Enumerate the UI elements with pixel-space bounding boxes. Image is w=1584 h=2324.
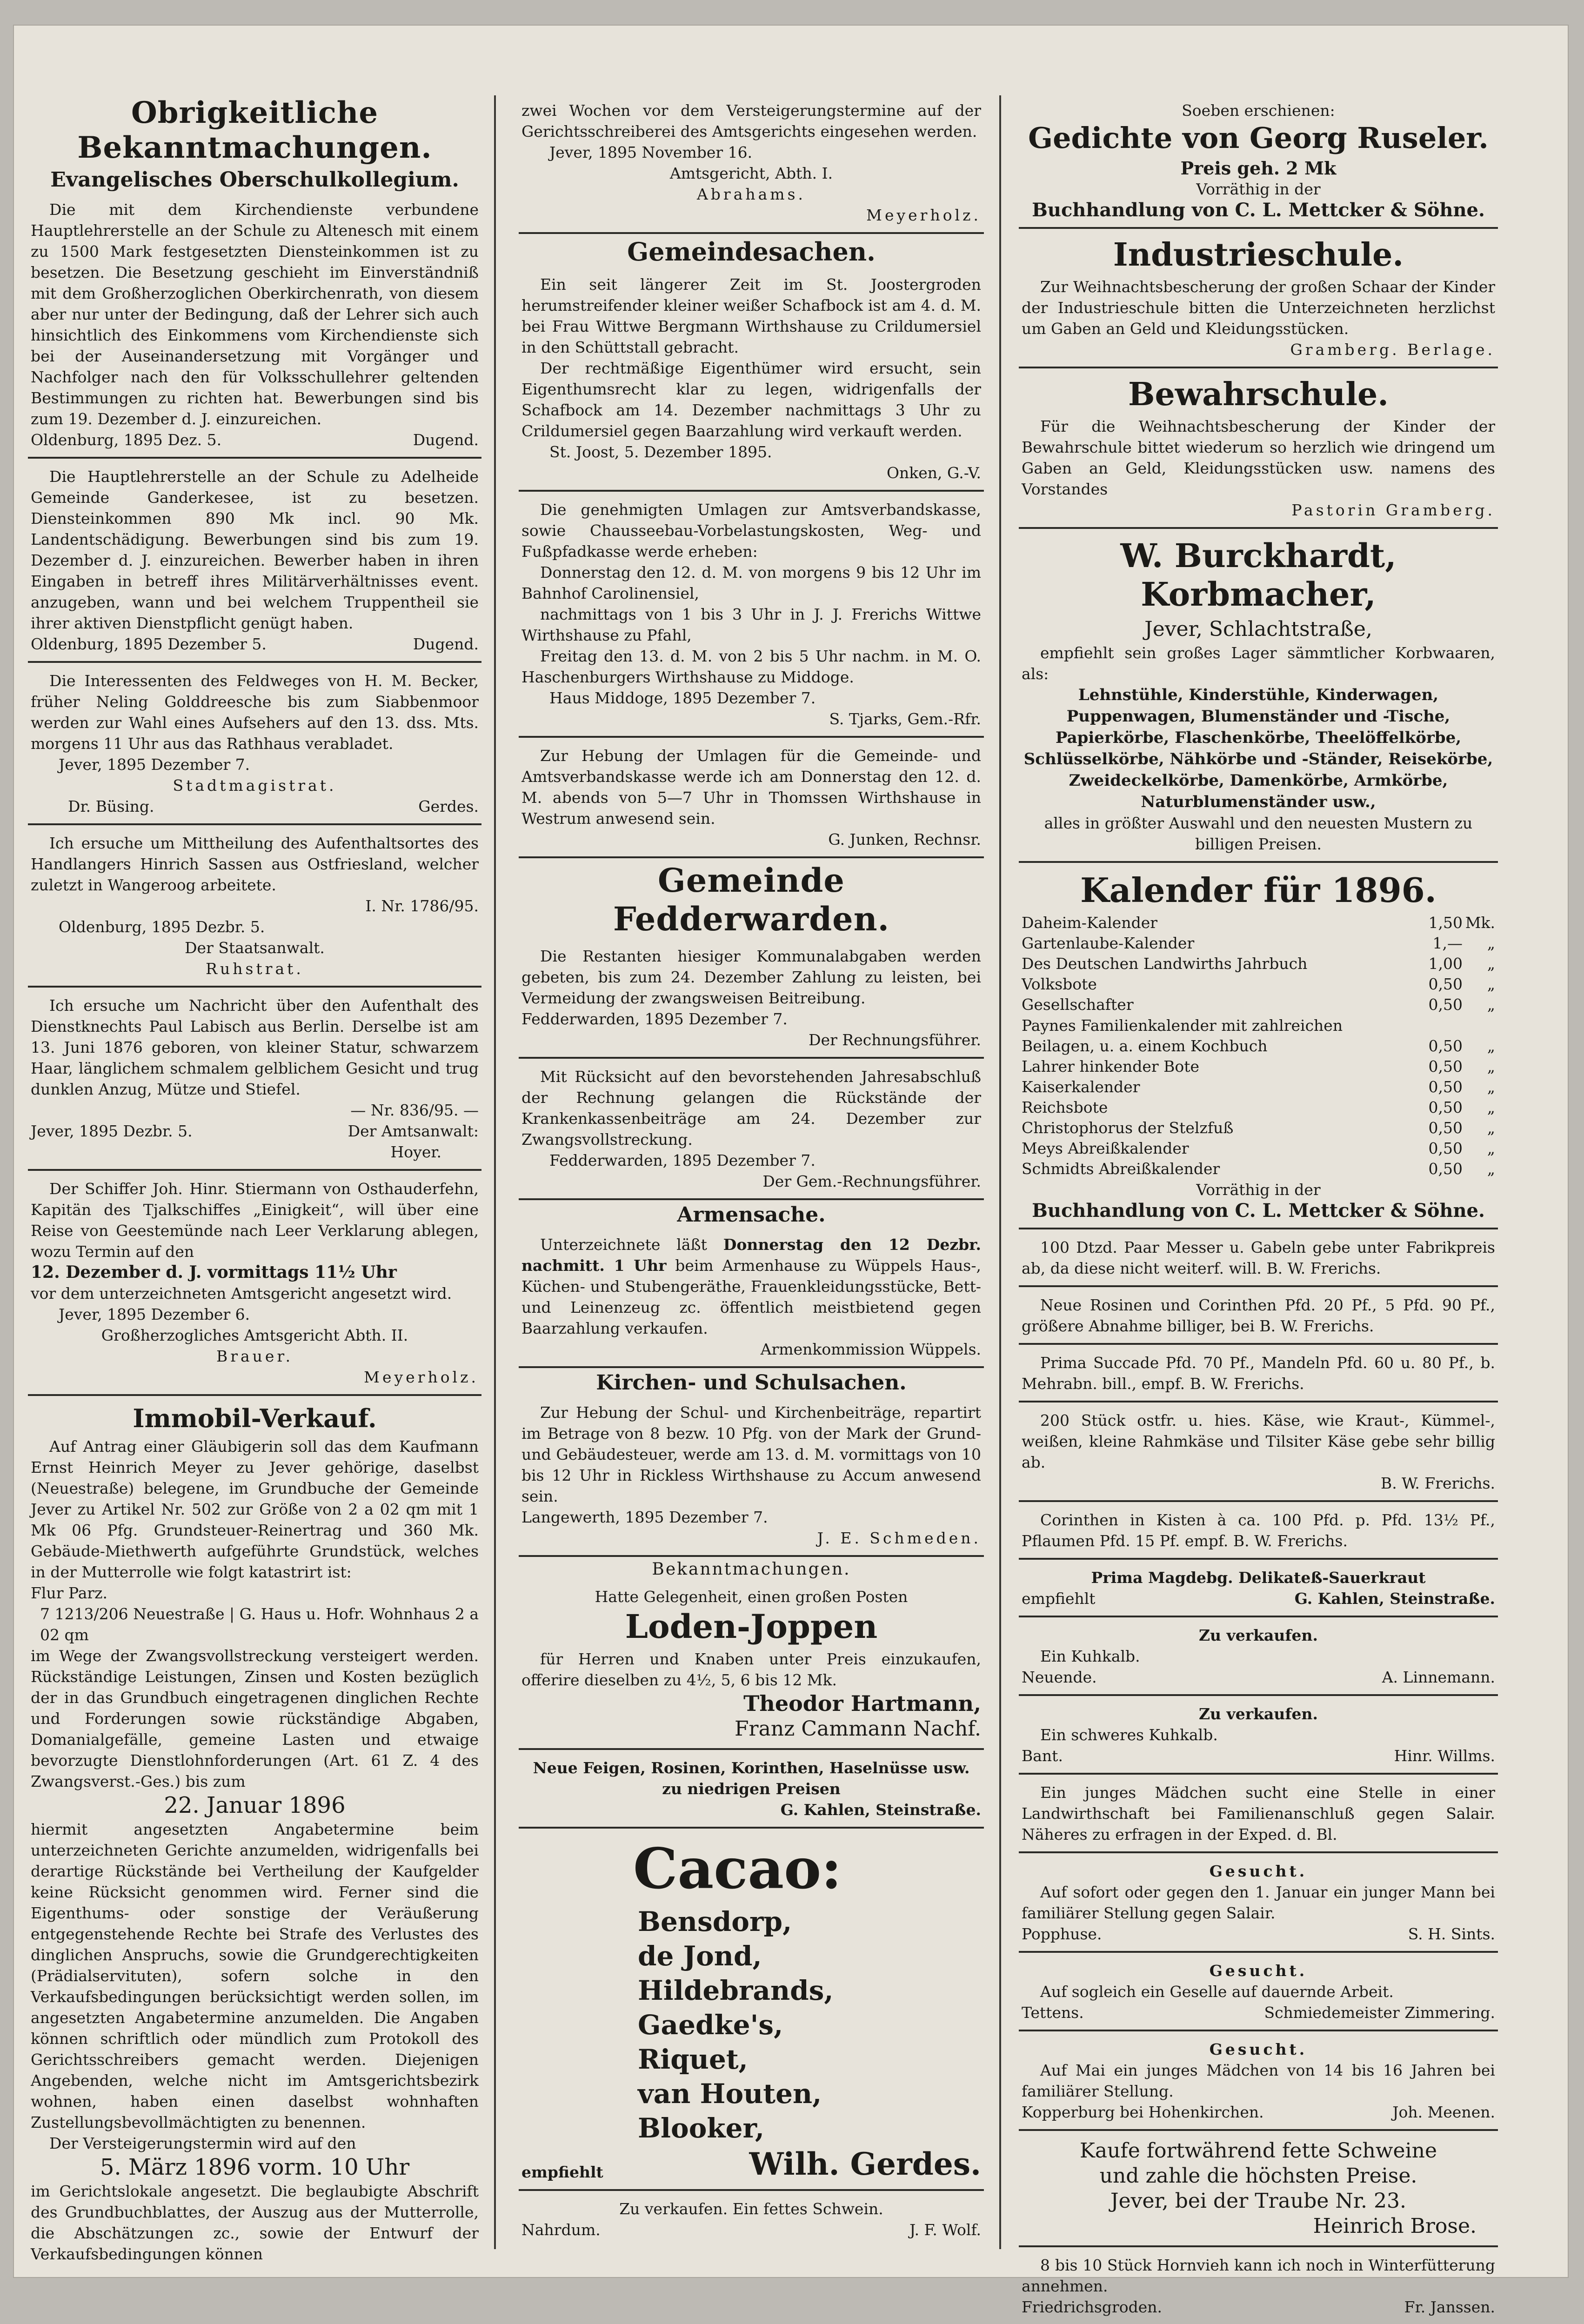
notice-signature: Armenkommission Wüppels. — [760, 1340, 981, 1358]
advert-text: Ein junges Mädchen sucht eine Stelle in einer Landwirthschaft bei Familienanschluß gegen Salair. Näheres zu erfragen in der Exped. d. Bl. — [1022, 1783, 1495, 1843]
notice-signature: Der Gem.-Rechnungsführer. — [762, 1172, 981, 1190]
advert-signature: Fr. Janssen. — [1404, 2298, 1495, 2316]
advert-text: Vorräthig in der — [1196, 180, 1321, 198]
calendar-list — [1022, 913, 1495, 1015]
advert-schwein — [519, 2194, 984, 2247]
notice-office: Amtsgericht, Abth. I. — [669, 164, 833, 182]
advert-text: für Herren und Knaben unter Preis einzukaufen, offerire dieselben zu 4½, 5, 6 bis 12 Mk. — [521, 1650, 981, 1689]
notice — [28, 666, 481, 825]
advert-shop: Buchhandlung von C. L. Mettcker & Söhne. — [1032, 199, 1485, 221]
calendar-item-name: Des Deutschen Landwirths Jahrbuch — [1022, 955, 1308, 973]
calendar-item-unit: „ — [1487, 1160, 1495, 1178]
notice — [519, 1229, 984, 1368]
advert-text: Hatte Gelegenheit, einen großen Posten — [595, 1588, 908, 1606]
advert-title: Loden-Joppen — [625, 1607, 878, 1646]
advert-text: Kaufe fortwährend fette Schweine — [1079, 2139, 1437, 2163]
advert-text: Zur Weihnachtsbescherung der großen Schaar der Kinder der Industrieschule bitten die Unterzeichneten herzlichst um Gaben an Geld und Kleidungsstücken. — [1022, 278, 1495, 338]
calendar-item-unit: „ — [1487, 1139, 1495, 1157]
advert-small — [1019, 1620, 1498, 1696]
cacao-brand-list — [521, 1904, 981, 2145]
advert-burckhardt — [1019, 532, 1498, 863]
notice-office: Der Staatsanwalt. — [185, 939, 325, 957]
advert-title: Zu verkaufen. — [1198, 1626, 1318, 1644]
advert-signature: Hinr. Willms. — [1394, 1747, 1495, 1765]
advert-signature: Gramberg. Berlage. — [1290, 341, 1495, 359]
notice-signature: Brauer. — [216, 1347, 294, 1365]
auction-text: im Wege der Zwangsvollstreckung versteigert werden. Rückständige Leistungen, Zinsen und Kosten bezüglich der in das Grundbuch eingetragenen dinglichen Rechte und Forderungen sowie rückständige Abgaben, Domanialgefälle, gemeine Lasten und etwaige bevorzugte Dienstlohnforderungen (Art. 61 Z. 4 des Zwangsverst.-Ges.) bis zum — [31, 1647, 479, 1790]
notice — [519, 741, 984, 858]
calendar-item — [1022, 1118, 1495, 1138]
notice-text: Die genehmigten Umlagen zur Amtsverbandskasse, sowie Chausseebau-Vorbelastungskosten, Weg- und Fußpfadkasse werde erheben: — [521, 501, 981, 561]
notice-signature: Dr. Büsing. — [68, 797, 154, 815]
calendar-item — [1022, 974, 1495, 995]
calendar-item-name: Schmidts Abreißkalender — [1022, 1160, 1220, 1178]
advert-title: Bewahrschule. — [1128, 376, 1389, 413]
calendar-item — [1022, 933, 1495, 954]
notice-date: Jever, 1895 Dezbr. 5. — [31, 1122, 193, 1140]
advert-text: Ein schweres Kuhkalb. — [1040, 1726, 1218, 1744]
calendar-item-name: Volksbote — [1022, 975, 1097, 993]
advert-small — [1019, 1348, 1498, 1402]
advert-title: Gedichte von Georg Ruseler. — [1028, 121, 1489, 155]
cacao-brand-item: van Houten, — [638, 2078, 822, 2110]
advert-text: 100 Dtzd. Paar Messer u. Gabeln gebe unter Fabrikpreis ab, da diese nicht weiterf. will. — [1022, 1238, 1495, 1277]
notice-text: Die mit dem Kirchendienste verbundene Hauptlehrerstelle an der Schule zu Altenesch mit einem zu 1500 Mark festgesetzten Diensteinkommen ist zu besetzen. Die Besetzung geschieht im Einverständniß mit dem Großherzoglichen Oberkirchenrath, von diesem aber nur unter der Bedingung, daß der Lehrer sich auch hinsichtlich des Einkommens vom Kirchendienste sich bei der Auseinandersetzung mit Vorgänger und Nachfolger nach den für Volksschullehrer geltenden Bestimmungen zu richten hat. Bewerbungen sind bis zum 19. Dezember d. J. einzureichen. — [31, 200, 479, 428]
auction-text: Auf Antrag einer Gläubigerin soll das dem Kaufmann Ernst Heinrich Meyer zu Jever gehörige, daselbst (Neuestraße) belegene, im Grundbuche der Gemeinde Jever zu Artikel Nr. 502 zur Größe von 2 a 02 qm mit 1 Mk 06 Pfg. Grundsteuer-Reinertrag und 360 Mk. Gebäude-Miethwerth aufgeführte Grundstück, welches in der Mutterrolle wie folgt katastrirt ist: — [31, 1437, 479, 1581]
notice-signature: Dugend. — [413, 635, 479, 653]
advert-gedichte — [1019, 95, 1498, 229]
calendar-item — [1022, 954, 1495, 974]
notice-signature: Dugend. — [413, 431, 479, 449]
advert-title: Gesucht. — [1209, 1962, 1308, 1980]
advert-text: Auf sofort oder gegen den 1. Januar ein junger Mann bei familiärer Stellung gegen Salair. — [1022, 1883, 1495, 1922]
calendar-item-price: 0,50 — [1428, 1119, 1463, 1137]
notice — [28, 1174, 481, 1396]
auction-text: Der Versteigerungstermin wird auf den — [49, 2134, 356, 2152]
notice-date: Oldenburg, 1895 Dezbr. 5. — [59, 918, 265, 936]
cacao-brand-item: Bensdorp, — [638, 1906, 792, 1937]
advert-small — [1019, 1956, 1498, 2031]
notice-signature: S. Tjarks, Gem.-Rfr. — [829, 710, 981, 728]
notice-reference: — Nr. 836/95. — — [350, 1101, 479, 1119]
calendar-item — [1022, 913, 1495, 933]
section-title: Obrigkeitliche Bekanntmachungen. — [77, 95, 432, 165]
newspaper-page — [14, 26, 1568, 2316]
advert-schweine — [1019, 2134, 1498, 2247]
cacao-brand-item: de Jond, — [638, 1940, 762, 1972]
advert-signature: B. W. Frerichs. — [1380, 1474, 1495, 1492]
auction-text: hiermit angesetzten Angabetermine beim unterzeichneten Gerichte anzumelden, widrigenfalls bei derartige Rückstände bei Vertheilung der Kaufgelder keine Rücksicht genommen wird. Ferner sind die Eigenthums- oder sonstige der Veräußerung entgegenstehende Rechte bei Strafe des Verlustes des dinglichen Anspruchs, sowie die Grundgerechtigkeiten (Prädialservituten), sofern solche in den Verkaufsbedingungen berücksichtigt werden sollen, im angesetzten Angabetermine anzumelden. Die Angaben können schriftlich oder mündlich zum Protokoll des Gerichtsschreibers gemacht werden. Diejenigen Angebenden, welche nicht im Amtsgerichtsbezirk wohnen, haben einen daselbst wohnhaften Zustellungsbevollmächtigten zu benennen. — [31, 1820, 479, 2131]
advert-small — [1019, 1405, 1498, 1502]
advert-title: Gesucht. — [1209, 1862, 1308, 1880]
advert-signature: Franz Cammann Nachf. — [735, 1717, 981, 1741]
section-title: Armensache. — [677, 1203, 826, 1227]
notice-date: Jever, 1895 Dezember 6. — [59, 1305, 250, 1323]
calendar-item — [1022, 1159, 1495, 1179]
notice-date-bold: Donnerstag den 12 Dezbr. nachmitt. 1 Uhr — [521, 1235, 981, 1275]
column-middle — [519, 95, 984, 2249]
notice-office: Der Amtsanwalt: — [348, 1122, 479, 1140]
notice-date: Fedderwarden, 1895 Dezember 7. — [521, 1010, 788, 1028]
advert-small — [1019, 1699, 1498, 1775]
notice-signature: Onken, G.-V. — [886, 464, 981, 482]
calendar-item-unit: „ — [1487, 1078, 1495, 1096]
notice-signature: Ruhstrat. — [206, 960, 304, 978]
advert-small — [1019, 1777, 1498, 1853]
notice-text: Donnerstag den 12. d. M. von morgens 9 bis 12 Uhr im Bahnhof Carolinensiel, — [521, 563, 981, 602]
notice-office: Großherzogliches Amtsgericht Abth. II. — [101, 1326, 408, 1344]
calendar-item-unit: „ — [1487, 955, 1495, 973]
calendar-item-unit: Mk. — [1465, 914, 1495, 932]
advert-text: empfiehlt — [1022, 1589, 1096, 1608]
notice-text: beim Armenhause zu Wüppels Haus-, Küchen- und Stubengeräthe, Frauenkleidungsstücke, Bett- und Leinenzeug zc. öffentlich meistbietend gegen Baarzahlung verkaufen. — [521, 1256, 981, 1337]
advert-signature: S. H. Sints. — [1408, 1925, 1495, 1943]
notice-text: Der rechtmäßige Eigenthümer wird ersucht, sein Eigenthumsrecht klar zu legen, widrigenfalls der Schafbock am 14. Dezember nachmittags 3 Uhr zu Crildumersiel gegen Baarzahlung wird verkauft werden. — [521, 359, 981, 440]
advert-subtitle: Jever, Schlachtstraße, — [1144, 617, 1372, 641]
section-subtitle: Evangelisches Oberschulkollegium. — [50, 168, 459, 192]
advert-title: W. Burckhardt, Korbmacher, — [1120, 536, 1397, 614]
notice-auction — [28, 1399, 481, 2271]
calendar-item — [1022, 1036, 1495, 1056]
notice-text: Ein seit längerer Zeit im St. Joostergroden herumstreifender kleiner weißer Schafbock ist am 4. d. M. bei Frau Wittwe Bergmann Wirthshause zu Crildumersiel in den Schüttstall gebracht. — [521, 275, 981, 356]
advert-text: Prima Succade Pfd. 70 Pf., Mandeln Pfd. 60 u. 80 Pf., b. Mehrabn. bill., empf. — [1022, 1354, 1495, 1393]
calendar-item — [1022, 1097, 1495, 1118]
calendar-item — [1022, 995, 1495, 1015]
notice-text: Ich ersuche um Nachricht über den Aufenthalt des Dienstknechts Paul Labisch aus Berlin. Derselbe ist am 13. Juni 1876 geboren, von kleiner Statur, schwarzem Haar, länglichem schmalem gelblichem Gesicht und trug dunklen Anzug, Mütze und Stiefel. — [31, 996, 479, 1098]
advert-sauerkraut — [1019, 1563, 1498, 1617]
auction-parcel: 7 1213/206 Neuestraße | G. Haus u. Hofr. Wohnhaus 2 a 02 qm — [40, 1605, 479, 1644]
auction-title: Immobil-Verkauf. — [133, 1403, 377, 1433]
advert-items: Lehnstühle, Kinderstühle, Kinderwagen, Puppenwagen, Blumenständer und -Tische, Papierkörbe, Flaschenkörbe, Theelöffelkörbe, Schlüsselkörbe, Nähkörbe und -Ständer, Reisekörbe, Zweideckelkörbe, Damenkörbe, Armkörbe, Naturblumenständer usw., — [1023, 686, 1493, 811]
advert-signature: Pastorin Gramberg. — [1291, 501, 1495, 519]
calendar-item-unit: „ — [1487, 1037, 1495, 1055]
advert-signature: Theodor Hartmann, — [743, 1691, 981, 1716]
notice-date: Oldenburg, 1895 Dezember 5. — [31, 635, 267, 653]
calendar-item-name: Gesellschafter — [1022, 995, 1134, 1014]
notice-signature: J. E. Schmeden. — [817, 1529, 981, 1547]
notice-reference: I. Nr. 1786/95. — [365, 897, 479, 915]
advert-small — [1019, 1232, 1498, 1287]
notice-text: Der Schiffer Joh. Hinr. Stiermann von Osthauderfehn, Kapitän des Tjalkschiffes „Einigkeit“, will über eine Reise von Geestemünde nach Leer Verklarung ablegen, wozu Termin auf den — [31, 1180, 479, 1261]
auction-date: 5. März 1896 vorm. 10 Uhr — [100, 2154, 410, 2180]
advert-place: Neuende. — [1022, 1668, 1097, 1686]
advert-signature: Wilh. Gerdes. — [749, 2146, 981, 2182]
notice-date-bold: 12. Dezember d. J. vormittags 11½ Uhr — [31, 1262, 397, 1282]
notice-text: Zur Hebung der Umlagen für die Gemeinde- und Amtsverbandskasse werde ich am Donnerstag den 12. d. M. abends von 5—7 Uhr in Thomssen Wirthshause in Westrum anwesend sein. — [521, 747, 981, 828]
notice-text: Zur Hebung der Schul- und Kirchenbeiträge, repartirt im Betrage von 8 bezw. 10 Pfg. von der Mark der Grund- und Gebäudesteuer, werde am 13. d. M. vormittags von 10 bis 12 Uhr in Rickless Wirthshause zu Accum anwesend sein. — [521, 1403, 981, 1505]
advert-loden — [519, 1582, 984, 1750]
advert-title: Prima Magdebg. Delikateß-Sauerkraut — [1091, 1569, 1426, 1587]
advert-place: Nahrdum. — [521, 2221, 601, 2239]
advert-text: Ein Kuhkalb. — [1040, 1647, 1140, 1665]
advert-signature: A. Linnemann. — [1382, 1668, 1495, 1686]
advert-title: Cacao: — [633, 1836, 842, 1902]
advert-text: 200 Stück ostfr. u. hies. Käse, wie Kraut-, Kümmel-, weißen, kleine Rahmkäse und Tilsiter Käse gebe sehr billig ab. — [1022, 1411, 1495, 1471]
calendar-item-unit: „ — [1487, 975, 1495, 993]
calendar-list — [1022, 1036, 1495, 1179]
notice-date: Langewerth, 1895 Dezember 7. — [521, 1508, 768, 1526]
notice-text: Ich ersuche um Mittheilung des Aufenthaltsortes des Handlangers Hinrich Sassen aus Ostfriesland, welcher zuletzt in Wangeroog arbeitete. — [31, 834, 479, 894]
advert-text: Neue Rosinen und Corinthen Pfd. 20 Pf., 5 Pfd. 90 Pf., größere Abnahme billiger, bei — [1022, 1296, 1495, 1335]
advert-place: Friedrichsgroden. — [1022, 2298, 1163, 2316]
advert-text: Jever, bei der Traube Nr. 23. — [1110, 2189, 1407, 2213]
calendar-item-name: Lahrer hinkender Bote — [1022, 1057, 1200, 1075]
calendar-item-unit: „ — [1487, 1119, 1495, 1137]
cacao-brand-item: Hildebrands, — [638, 1975, 834, 2006]
column-rule — [999, 95, 1001, 2249]
advert-bewahrschule — [1019, 371, 1498, 529]
notice-signature: Der Rechnungsführer. — [809, 1031, 981, 1049]
notice-text: Mit Rücksicht auf den bevorstehenden Jahresabschluß der Rechnung gelangen die Rückstände der Krankenkassenbeiträge am 24. Dezember zur Zwangsvollstreckung. — [521, 1068, 981, 1149]
advert-title: Zu verkaufen. — [1198, 1705, 1318, 1723]
notice-text: nachmittags von 1 bis 3 Uhr in J. J. Frerichs Wittwe Wirthshause zu Pfahl, — [521, 605, 981, 644]
calendar-item-price: 0,50 — [1428, 1139, 1463, 1157]
advert-signature: Joh. Meenen. — [1392, 2103, 1495, 2121]
calendar-item-price: 0,50 — [1428, 975, 1463, 993]
calendar-item-price: 0,50 — [1428, 995, 1463, 1014]
advert-shop: Buchhandlung von C. L. Mettcker & Söhne. — [1032, 1200, 1485, 1222]
advert-place: Kopperburg bei Hohenkirchen. — [1022, 2103, 1264, 2121]
advert-text: und zahle die höchsten Preise. — [1099, 2164, 1417, 2188]
calendar-item-unit: „ — [1487, 1098, 1495, 1116]
advert-text: Vorräthig in der — [1196, 1181, 1321, 1199]
calendar-item-price: 1,50 — [1428, 914, 1463, 932]
calendar-item-price: 1,— — [1432, 934, 1463, 952]
advert-signature: B. W. Frerichs. — [1259, 1317, 1374, 1335]
notice-text: Die Restanten hiesiger Kommunalabgaben werden gebeten, bis zum 24. Dezember Zahlung zu leisten, bei Vermeidung der zwangsweisen Beitreibung. — [521, 947, 981, 1007]
calendar-item-price: 0,50 — [1428, 1057, 1463, 1075]
notice-date: Haus Middoge, 1895 Dezember 7. — [549, 689, 816, 707]
notice-text: Die Interessenten des Feldweges von H. M. Becker, früher Neling Golddreesche bis zum Siabbenmoor werden zur Wahl eines Aufsehers auf den 13. dss. Mts. morgens 11 Uhr aus das Rathhaus verabladet. — [31, 672, 479, 753]
notice — [519, 1062, 984, 1200]
advert-title: Gesucht. — [1209, 2040, 1308, 2058]
advert-signature: Schmiedemeister Zimmering. — [1264, 2003, 1495, 2022]
advert-small — [1019, 1505, 1498, 1560]
advert-kalender — [1019, 866, 1498, 1229]
advert-text: Für die Weihnachtsbescherung der Kinder der Bewahrschule bittet wiederum so herzlich wie dringend um Gaben an Geld, Kleidungsstücken usw. namens des Vorstandes — [1022, 417, 1495, 498]
advert-signature: B. W. Frerichs. — [1266, 1259, 1381, 1277]
advert-small — [1019, 1290, 1498, 1345]
advert-title: Industrieschule. — [1113, 236, 1404, 274]
column-right — [1019, 95, 1498, 2316]
column-rule — [494, 95, 496, 2249]
calendar-item-name: Reichsbote — [1022, 1098, 1108, 1116]
notice-signature: Gerdes. — [418, 797, 479, 815]
calendar-item-price: 0,50 — [1428, 1098, 1463, 1116]
advert-signature: G. Kahlen, Steinstraße. — [780, 1801, 981, 1819]
advert-text: empfiehlt — [521, 2163, 603, 2181]
notice-signature: G. Junken, Rechnsr. — [828, 830, 981, 848]
advert-text: Corinthen in Kisten à ca. 100 Pfd. p. Pfd. 13½ Pf., Pflaumen Pfd. 15 Pf. empf. — [1022, 1511, 1495, 1550]
section-title: Gemeindesachen. — [627, 237, 876, 267]
section-title: Gemeinde Fedderwarden. — [613, 861, 889, 938]
calendar-item — [1022, 1056, 1495, 1077]
column-left — [28, 95, 481, 2263]
calendar-item-unit: „ — [1487, 1057, 1495, 1075]
notice-signature: Hoyer. — [390, 1143, 441, 1161]
notice-text: vor dem unterzeichneten Amtsgericht angesetzt wird. — [31, 1284, 452, 1302]
section-title: Kirchen- und Schulsachen. — [596, 1371, 907, 1395]
notice-signature: Abrahams. — [696, 185, 806, 203]
calendar-item-unit: „ — [1487, 995, 1495, 1014]
notice-date: St. Joost, 5. Dezember 1895. — [549, 443, 772, 461]
calendar-item — [1022, 1138, 1495, 1159]
notice-date: Oldenburg, 1895 Dez. 5. — [31, 431, 222, 449]
advert-feigen — [519, 1753, 984, 1829]
advert-title: Kalender für 1896. — [1080, 870, 1437, 910]
notice-text: Die Hauptlehrerstelle an der Schule zu Adelheide Gemeinde Ganderkesee, ist zu besetzen. Diensteinkommen 890 Mk incl. 90 Mk. Landentschädigung. Bewerbungen sind bis zum 19. Dezember d. J. einzureichen. Bewerber haben in ihren Eingaben in betreff ihres Militärverhältnisses event. anzugeben, wann und bei welchem Truppentheil sie ihrer aktiven Dienstpflicht genügt haben. — [31, 467, 479, 632]
notice-text: Unterzeichnete läßt — [540, 1235, 707, 1254]
calendar-item-price: 0,50 — [1428, 1037, 1463, 1055]
calendar-item-name: Paynes Familienkalender mit zahlreichen — [1022, 1016, 1343, 1035]
calendar-item-price: 1,00 — [1428, 955, 1463, 973]
calendar-item-price: 0,50 — [1428, 1160, 1463, 1178]
cacao-brand-item: Blooker, — [638, 2112, 765, 2144]
notice — [28, 461, 481, 663]
advert-small — [1019, 1856, 1498, 1953]
section-title: Bekanntmachungen. — [652, 1560, 851, 1579]
advert-small — [1019, 2250, 1498, 2324]
notice-date: Jever, 1895 Dezember 7. — [59, 755, 250, 774]
notice — [519, 494, 984, 738]
auction-flur: Flur Parz. — [31, 1584, 108, 1602]
advert-place: Popphuse. — [1022, 1925, 1102, 1943]
notice-office: Stadtmagistrat. — [173, 776, 337, 795]
calendar-item-price: 0,50 — [1428, 1078, 1463, 1096]
advert-industrieschule — [1019, 232, 1498, 368]
advert-signature: B. W. Frerichs. — [1233, 1532, 1348, 1550]
advert-text: Neue Feigen, Rosinen, Korinthen, Haselnüsse usw. zu niedrigen Preisen — [533, 1759, 970, 1798]
auction-date: 22. Januar 1896 — [164, 1792, 346, 1818]
notice — [519, 95, 984, 234]
notice — [519, 1397, 984, 1557]
advert-text: Auf sogleich ein Geselle auf dauernde Arbeit. — [1040, 1983, 1394, 2001]
advert-price: Preis geh. 2 Mk — [1180, 158, 1337, 179]
advert-signature: Heinrich Brose. — [1313, 2214, 1477, 2238]
notice — [28, 990, 481, 1171]
auction-text: im Gerichtslokale angesetzt. Die beglaubigte Abschrift des Grundbuchblattes, der Auszug aus der Mutterrolle, die Abschätzungen zc., sowie der Entwurf der Verkaufsbedingungen können — [31, 2182, 479, 2263]
advert-text: Auf Mai ein junges Mädchen von 14 bis 16 Jahren bei familiärer Stellung. — [1022, 2061, 1495, 2100]
notice — [519, 941, 984, 1059]
notice — [28, 194, 481, 459]
advert-text: Soeben erschienen: — [1182, 101, 1335, 120]
advert-text: empfiehlt sein großes Lager sämmtlicher Korbwaaren, als: — [1022, 644, 1495, 683]
calendar-item-name: Meys Abreißkalender — [1022, 1139, 1189, 1157]
calendar-item-unit: „ — [1487, 934, 1495, 952]
calendar-item-name: Christophorus der Stelzfuß — [1022, 1119, 1234, 1137]
cacao-brand-item: Riquet, — [638, 2044, 748, 2075]
calendar-item-name: Beilagen, u. a. einem Kochbuch — [1022, 1037, 1268, 1055]
advert-signature: G. Kahlen, Steinstraße. — [1294, 1589, 1495, 1608]
calendar-item — [1022, 1077, 1495, 1097]
notice-signature: Meyerholz. — [364, 1368, 479, 1386]
notice — [28, 828, 481, 988]
calendar-item-name: Daheim-Kalender — [1022, 914, 1158, 932]
advert-small — [1019, 2034, 1498, 2131]
notice-date: Fedderwarden, 1895 Dezember 7. — [549, 1151, 815, 1169]
calendar-item-name: Kaiserkalender — [1022, 1078, 1140, 1096]
notice-text: zwei Wochen vor dem Versteigerungstermine auf der Gerichtsschreiberei des Amtsgerichts eingesehen werden. — [521, 101, 981, 140]
notice-signature: Meyerholz. — [866, 206, 981, 224]
cacao-brand-item: Gaedke's, — [638, 2009, 783, 2041]
advert-text: 8 bis 10 Stück Hornvieh kann ich noch in Winterfütterung annehmen. — [1022, 2256, 1495, 2295]
notice-text: Freitag den 13. d. M. von 2 bis 5 Uhr nachm. in M. O. Haschenburgers Wirthshause zu Middoge. — [521, 647, 981, 686]
notice — [519, 269, 984, 492]
advert-cacao — [519, 1831, 984, 2191]
notice-date: Jever, 1895 November 16. — [549, 143, 753, 161]
advert-text: alles in größter Auswahl und den neuesten Mustern zu billigen Preisen. — [1044, 814, 1473, 853]
advert-place: Tettens. — [1022, 2003, 1084, 2022]
advert-signature: J. F. Wolf. — [909, 2221, 981, 2239]
calendar-item-name: Gartenlaube-Kalender — [1022, 934, 1195, 952]
advert-signature: B. W. Frerichs. — [1190, 1375, 1304, 1393]
advert-place: Bant. — [1022, 1747, 1063, 1765]
advert-text: Zu verkaufen. Ein fettes Schwein. — [619, 2200, 883, 2218]
